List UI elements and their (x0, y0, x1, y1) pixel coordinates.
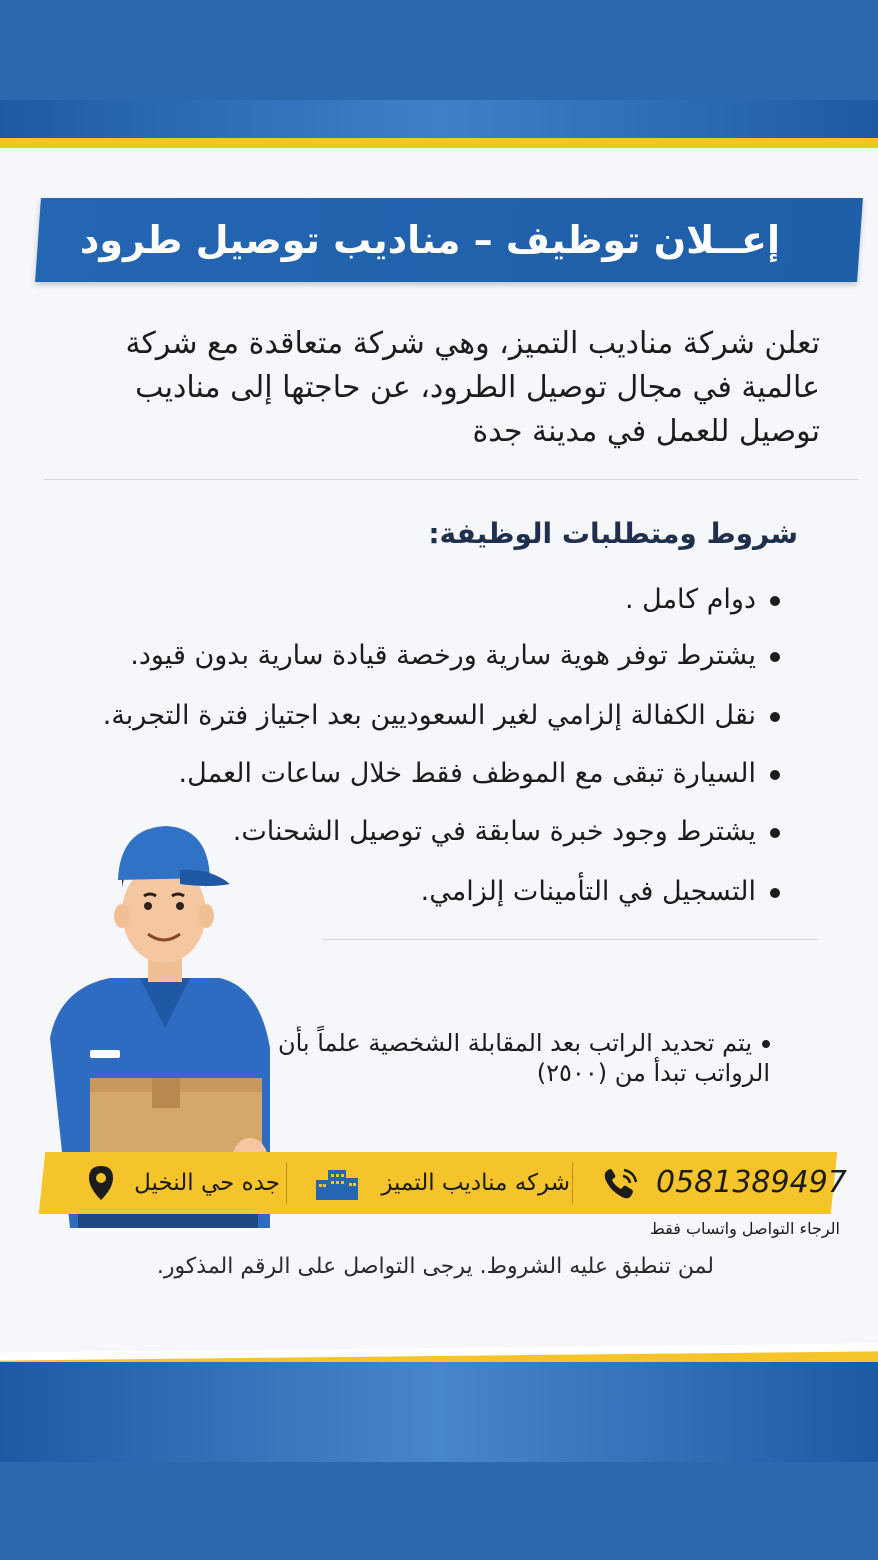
requirements-heading: شروط ومتطلبات الوظيفة: (428, 517, 798, 550)
location-pin-icon (86, 1164, 116, 1202)
location-text: جده حي النخيل (134, 1170, 280, 1196)
footer-text: لمن تنطبق عليه الشروط. يرجى التواصل على الرقم المذكور. (156, 1254, 714, 1279)
company-contact (314, 1152, 572, 1214)
separator (286, 1162, 287, 1204)
requirement-text: السيارة تبقى مع الموظف فقط خلال ساعات العمل. (178, 758, 756, 789)
requirement-item (60, 696, 780, 736)
salary-text: يتم تحديد الراتب بعد المقابلة الشخصية علماً بأن الرواتب تبدأ من (٢٥٠٠) (277, 1029, 770, 1087)
location-contact (86, 1152, 282, 1214)
bullet-icon (770, 888, 780, 898)
company-name: شركه مناديب التميز (381, 1170, 570, 1196)
top-decoration (0, 100, 878, 138)
divider (322, 939, 818, 940)
page-title: إعــلان توظيف – مناديب توصيل طرود (79, 218, 780, 262)
building-icon (314, 1166, 360, 1200)
requirement-text: يشترط توفر هوية سارية ورخصة قيادة سارية بدون قيود. (130, 640, 756, 671)
bullet-icon (770, 596, 780, 606)
requirement-text: يشترط وجود خبرة سابقة في توصيل الشحنات. (232, 816, 756, 847)
bottom-decoration (0, 1362, 878, 1462)
phone-contact[interactable] (600, 1152, 847, 1214)
bullet-icon (770, 770, 780, 780)
bullet-icon (770, 652, 780, 662)
requirement-item (60, 636, 780, 676)
divider (44, 479, 858, 480)
top-yellow-stripe (0, 138, 878, 148)
separator (572, 1162, 573, 1204)
bullet-icon (762, 1040, 770, 1048)
phone-icon (600, 1166, 640, 1202)
bottom-blue-band (0, 1462, 878, 1560)
requirement-item (60, 580, 780, 620)
phone-number[interactable]: 0581389497 (656, 1165, 847, 1200)
top-blue-band (0, 0, 878, 100)
intro-paragraph: تعلن شركة مناديب التميز، وهي شركة متعاقدة مع شركة عالمية في مجال توصيل الطرود، عن حاجتها إلى مناديب توصيل للعمل في مدينة جدة (125, 326, 820, 449)
job-poster (0, 100, 878, 1462)
salary-note (270, 1028, 770, 1088)
contact-note: الرجاء التواصل واتساب فقط (649, 1219, 840, 1238)
bullet-icon (770, 828, 780, 838)
requirement-text: نقل الكفالة إلزامي لغير السعوديين بعد اجتياز فترة التجربة. (102, 700, 756, 731)
requirement-text: التسجيل في التأمينات إلزامي. (420, 876, 756, 907)
bullet-icon (770, 712, 780, 722)
requirement-text: دوام كامل . (624, 584, 756, 615)
